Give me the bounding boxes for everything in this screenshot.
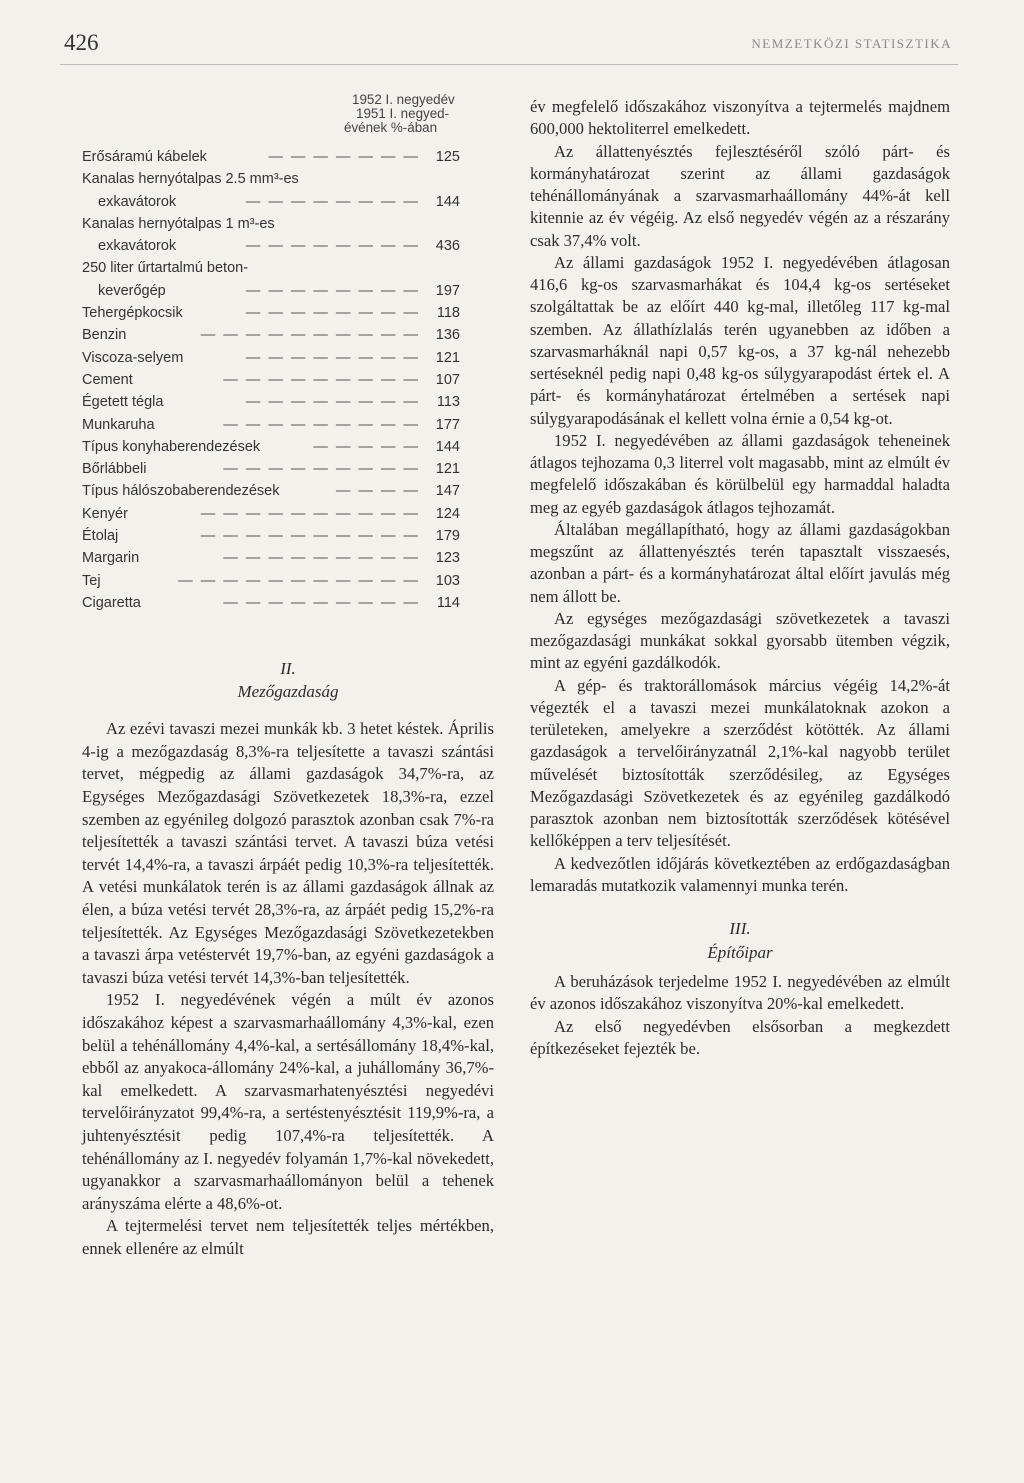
table-row-label: Bőrlábbeli — [82, 461, 147, 478]
table-row — [82, 280, 494, 302]
paragraph: év megfelelő időszakához viszonyítva a tejtermelés majdnem 600,000 hektoliterrel emelkedett. — [530, 97, 950, 139]
table-header — [82, 90, 494, 146]
table-row — [82, 458, 494, 480]
leader-dashes: — — — — — — — — — — [223, 371, 420, 388]
paragraph: 1952 I. negyedévében az állami gazdaságok teheneinek átlagos tejhozama 0,3 literrel volt magasabb, mint az elmúlt év megfelelő időszakában és körülbelül egy harmaddal haladta meg az egyéb gazdaságok átlagos tejhozamát. — [530, 430, 950, 517]
leader-dashes: — — — — — — — — — [245, 193, 420, 210]
leader-dashes: — — — — — — — — — [245, 282, 420, 299]
leader-dashes: — — — — — — — — — — — — [178, 572, 420, 589]
table-row-value: 147 — [435, 483, 460, 500]
table-row-value: 179 — [435, 528, 460, 545]
production-table — [82, 146, 494, 614]
leader-dashes: — — — — — — — — — — [223, 594, 420, 611]
paragraph: Az egységes mezőgazdasági szövetkezetek a tavaszi mezőgazdasági munkákat sokkal gyorsabb ütemben végzik, mint az egyéni gazdálkodók. — [530, 608, 950, 673]
table-header-line2: 1951 I. negyed- — [356, 106, 450, 121]
section-number: III. — [729, 919, 751, 938]
table-row-value: 144 — [435, 438, 460, 455]
leader-dashes: — — — — — — — — — [245, 305, 420, 322]
table-row-value: 136 — [435, 327, 460, 344]
table-row-value: 107 — [435, 371, 460, 388]
table-row — [82, 592, 494, 614]
table-row — [82, 391, 494, 413]
table-row-value: 103 — [435, 572, 460, 589]
table-row — [82, 480, 494, 502]
table-row-label: Kanalas hernyótalpas 2.5 mm³-es — [82, 171, 299, 188]
table-header-line3: évének %-ában — [344, 120, 438, 135]
table-row-label: Típus konyhaberendezések — [82, 438, 261, 455]
table-row-label: Viscoza-selyem — [82, 349, 184, 366]
table-row-label: Margarin — [82, 550, 140, 567]
table-row — [82, 347, 494, 369]
table-row-value: 177 — [435, 416, 460, 433]
table-row-label: 250 liter űrtartalmú beton- — [82, 260, 249, 277]
table-row-label: exkavátorok — [98, 238, 177, 255]
table-row-label: Étolaj — [82, 528, 119, 545]
table-row-value: 123 — [435, 550, 460, 567]
header-rule — [60, 64, 958, 65]
table-row — [82, 235, 494, 257]
table-row-label: Tehergépkocsik — [82, 305, 183, 322]
paragraph: Az állami gazdaságok 1952 I. negyedévében átlagosan 416,6 kg-os szarvasmarhákat és 104,4 kg-os sertéseket szolgáltattak be az előírt 440 kg-mal, illetőleg 117 kg-mal szemben. Az állathízlalás terén ugyanebben az időben a szarvasmarháknál napi 0,57 kg-os, a 37 kg-nál nehezebb sertéseknél pedig napi 0,48 kg-os súlygyarapodást értek el. A párt- és kormányhatározat értelmében a sertések napi súlygyarapodásának el kellett volna érnie a 0,54 kg-ot. — [530, 252, 950, 428]
table-row — [82, 324, 494, 346]
leader-dashes: — — — — — — [313, 438, 420, 455]
table-row — [82, 146, 494, 168]
table-row — [82, 257, 494, 279]
table-row — [82, 525, 494, 547]
table-row-value: 114 — [436, 594, 460, 611]
section-title: Mezőgazdaság — [237, 682, 339, 702]
table-row — [82, 570, 494, 592]
paragraph: Az ezévi tavaszi mezei munkák kb. 3 hetet késtek. Április 4-ig a mezőgazdaság 8,3%-ra teljesítette a tavaszi szántási tervet, mégpedig az állami gazdaságok 34,7%-ra, az Egységes Mezőgazdasági Szövetkezetek 18,3%-ra, ezzel szemben az egyénileg dolgozó parasztok azonban csak 7%-ra teljesítették a tavaszi szántási tervet. A tavaszi búza vetési tervét 14,4%-ra, a tavaszi árpáét pedig 10,3%-ra teljesítették. A vetési munkálatok terén is az állami gazdaságok állnak az élen, a búza vetési tervét 28,3%-ra, az árpáét pedig 15,2%-ra teljesítették. Az Egységes Mezőgazdasági Szövetkezetekben a tavaszi árpa vetéstervét 19,7%-ban, az egyéni gazdaságok a tavaszi búza vetési tervét 14,3%-ban teljesítették. — [82, 719, 494, 987]
leader-dashes: — — — — — — — — — — — [200, 528, 420, 545]
table-row-label: Tej — [82, 572, 101, 589]
table-row-value: 125 — [435, 149, 460, 165]
table-row-label: Kanalas hernyótalpas 1 m³-es — [82, 215, 275, 232]
paragraph: Az első negyedévben elsősorban a megkezdett építkezéseket fejezték be. — [530, 1016, 950, 1058]
leader-dashes: — — — — — — — — — — — [200, 505, 420, 522]
section-number: II. — [280, 659, 296, 679]
table-row-label: keverőgép — [98, 282, 166, 299]
table-row-label: Cigaretta — [82, 594, 141, 611]
table-row-label: Cement — [82, 371, 133, 388]
paragraph: A beruházások terjedelme 1952 I. negyedévében az elmúlt év azonos időszakához viszonyítva 20%-kal emelkedett. — [530, 972, 950, 1014]
table-row-value: 197 — [435, 282, 460, 299]
table-row-value: 113 — [436, 394, 460, 411]
table-row-value: 436 — [435, 238, 460, 255]
table-row-value: 121 — [435, 349, 460, 366]
table-row-label: Égetett tégla — [82, 394, 164, 411]
table-row — [82, 191, 494, 213]
leader-dashes: — — — — — — — — — — [223, 416, 420, 433]
table-row-label: Benzin — [82, 327, 127, 344]
leader-dashes: — — — — — — — — — [245, 238, 420, 255]
section-title: Építőipar — [707, 943, 773, 962]
table-row-label: Kenyér — [82, 505, 128, 522]
table-row-label: exkavátorok — [98, 193, 177, 210]
leader-dashes: — — — — — — — — — [245, 394, 420, 411]
paragraph: Az állattenyésztés fejlesztéséről szóló párt- és kormányhatározat szerint az állami gazdaságok tehénállományának a szarvasmarhaállomány 44%-át kell kitennie az év végéig. Az első negyedév végén az a részarány csak 37,4% volt. — [530, 141, 950, 250]
table-row-label: Munkaruha — [82, 416, 155, 433]
page-number: 426 — [64, 30, 99, 55]
page-header — [0, 0, 1024, 70]
paragraph: A kedvezőtlen időjárás következtében az erdőgazdaságban lemaradás mutatkozik valamennyi munka terén. — [530, 853, 950, 895]
paragraph: A gép- és traktorállomások március végéig 14,2%-át végezték el a tavaszi mezei munkálatoknak azokon a területeken, amelyekre a szerződést kötötték. Az állami gazdaságok a tervelőirányzatnál 2,1%-kal nagyobb terület művelését biztosították szerződésileg, az Egységes Mezőgazdasági Szövetkezetek és az egyénileg gazdálkodó parasztok azonban nem biztosították szerződések kötésével kellőképpen a terv teljesítését. — [530, 675, 950, 851]
table-row — [82, 414, 494, 436]
table-row-value: 118 — [436, 305, 460, 322]
table-row — [82, 213, 494, 235]
table-row-label: Típus hálószobaberendezések — [82, 483, 280, 500]
table-row — [82, 436, 494, 458]
running-title: NEMZETKÖZI STATISZTIKA — [751, 36, 952, 51]
table-row — [82, 168, 494, 190]
table-row — [82, 503, 494, 525]
table-header-line1: 1952 I. negyedév — [352, 92, 455, 107]
right-column — [530, 96, 950, 1060]
table-row — [82, 369, 494, 391]
paragraph: Általában megállapítható, hogy az állami gazdaságokban megszűnt az állattenyésztés terén tapasztalt visszaesés, azonban a párt- és a kormányhatározat által előírt javulás még nem állott be. — [530, 519, 950, 606]
leader-dashes: — — — — — [335, 483, 420, 500]
left-column — [82, 90, 494, 1260]
table-row-value: 121 — [435, 461, 460, 478]
table-row-value: 124 — [435, 505, 460, 522]
table-row-label: Erősáramú kábelek — [82, 149, 207, 165]
paragraph: 1952 I. negyedévének végén a múlt év azonos időszakához képest a szarvasmarhaállomány 4,3%-kal, ezen belül a tehénállomány 4,4%-kal, a sertésállomány 18,4%-kal, ebből az anyakoca-állomány 24%-kal, a juhállomány 36,7%-kal emelkedett. A szarvasmarhatenyésztési negyedévi tervelőirányzatot 99,4%-ra, a sertéstenyésztésit 119,9%-ra, a juhtenyésztésit pedig 107,4%-ra teljesítették. A tehénállomány az I. negyedév folyamán 1,7%-kal növekedett, ugyanakkor a szarvasmarhaállományon belül a tehenek arányszáma elérte a 48,6%-ot. — [82, 990, 494, 1213]
leader-dashes: — — — — — — — — — — [223, 550, 420, 567]
leader-dashes: — — — — — — — — — — — [200, 327, 420, 344]
leader-dashes: — — — — — — — — — [245, 349, 420, 366]
table-row — [82, 302, 494, 324]
leader-dashes: — — — — — — — — [268, 149, 420, 165]
table-row — [82, 547, 494, 569]
leader-dashes: — — — — — — — — — — [223, 461, 420, 478]
paragraph: A tejtermelési tervet nem teljesítették teljes mértékben, ennek ellenére az elmúlt — [82, 1216, 494, 1258]
table-row-value: 144 — [435, 193, 460, 210]
